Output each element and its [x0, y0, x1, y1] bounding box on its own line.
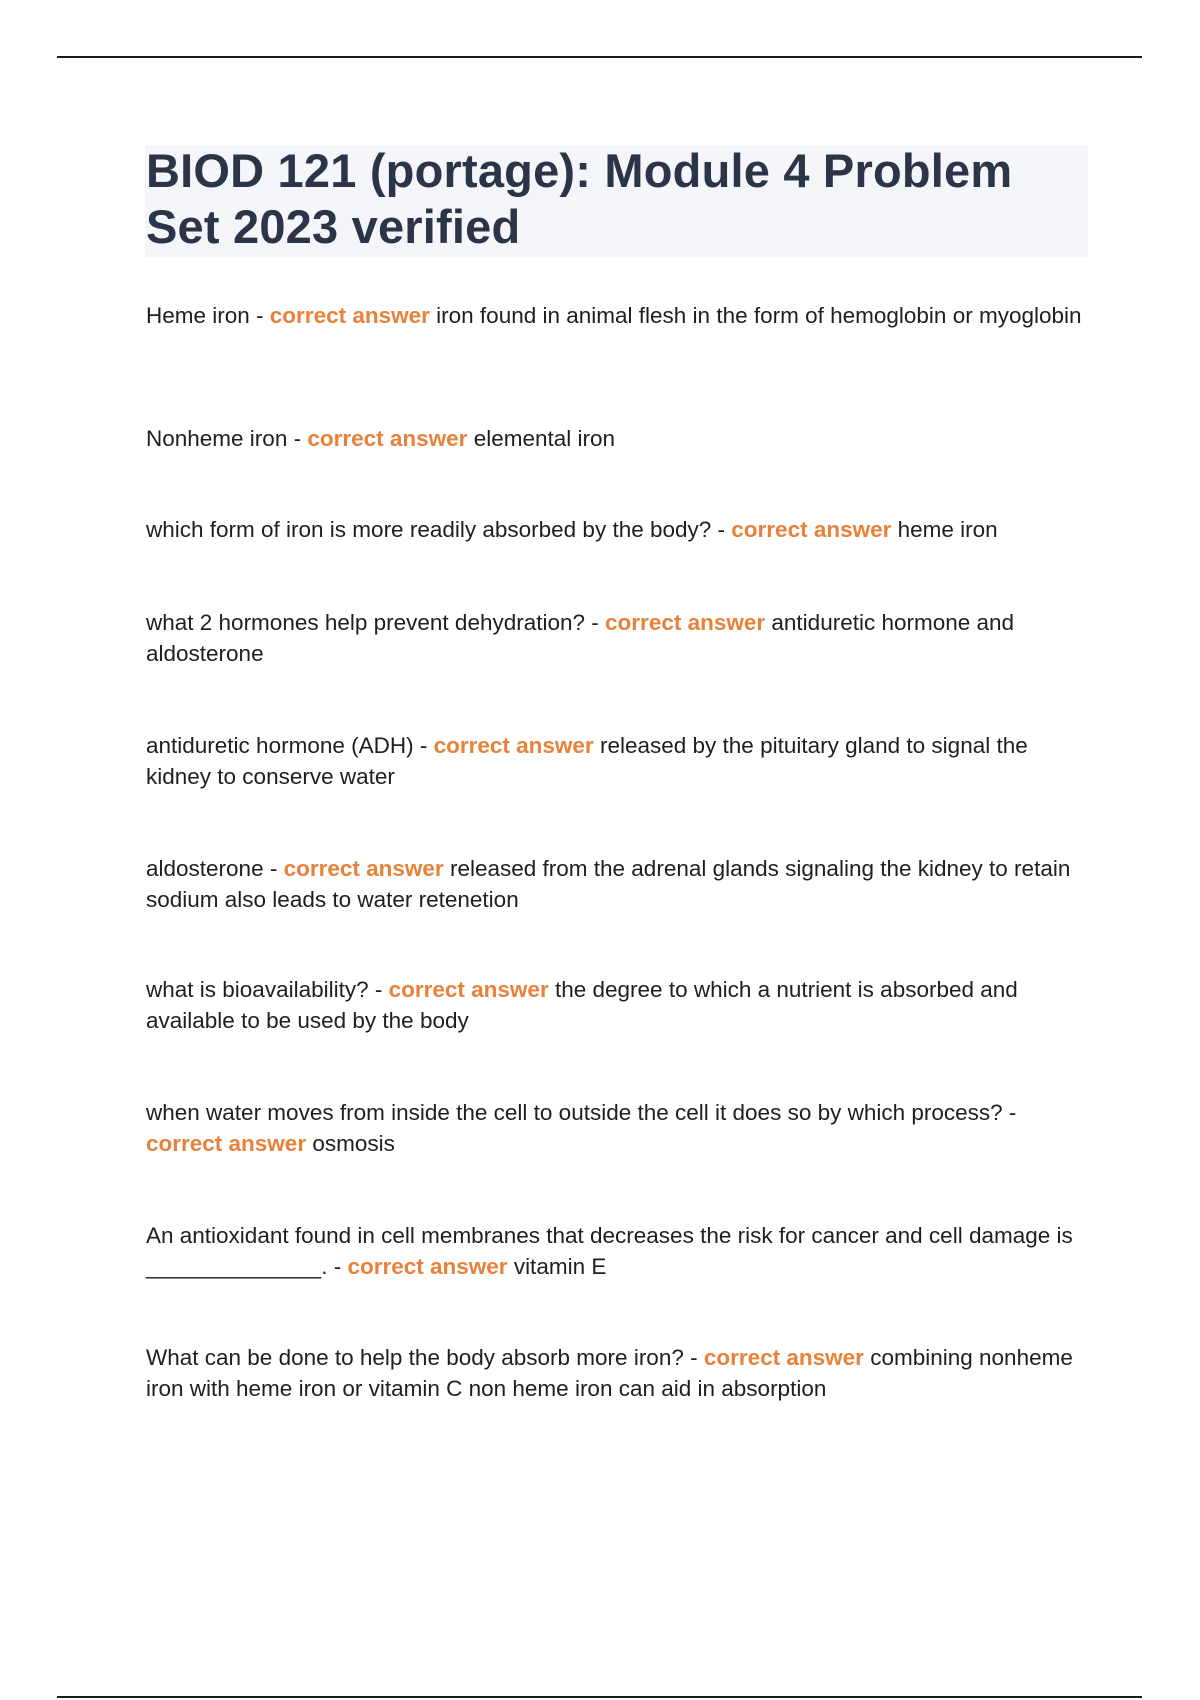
document-title: BIOD 121 (portage): Module 4 Problem Set 2023 verified — [146, 144, 1013, 253]
qa-question: aldosterone — [146, 856, 264, 881]
qa-question: antiduretic hormone (ADH) — [146, 733, 414, 758]
qa-separator: - — [263, 856, 284, 881]
qa-question: Heme iron — [146, 303, 250, 328]
qa-answer: elemental iron — [473, 426, 616, 451]
qa-separator: - — [249, 303, 270, 328]
answer-label: correct answer — [283, 856, 444, 881]
qa-item — [146, 1097, 1086, 1159]
qa-question: which form of iron is more readily absorbed by the body? — [146, 517, 712, 542]
qa-question: An antioxidant found in cell membranes that decreases the risk for cancer and cell damage is ______________. — [146, 1223, 1073, 1279]
qa-item — [146, 853, 1086, 915]
answer-label: correct answer — [605, 610, 766, 635]
answer-label: correct answer — [388, 977, 549, 1002]
qa-question: when water moves from inside the cell to outside the cell it does so by which process? — [146, 1100, 1003, 1125]
answer-label: correct answer — [703, 1345, 864, 1370]
qa-answer: released from the adrenal glands signaling the kidney to retain sodium also leads to water retenetion — [146, 856, 1071, 912]
qa-item — [146, 607, 1086, 669]
qa-separator: - — [413, 733, 434, 758]
qa-separator: - — [287, 426, 308, 451]
qa-answer: antiduretic hormone and aldosterone — [146, 610, 1015, 666]
qa-question: what 2 hormones help prevent dehydration? — [146, 610, 586, 635]
qa-answer: heme iron — [897, 517, 998, 542]
qa-answer: released by the pituitary gland to signal the kidney to conserve water — [146, 733, 1028, 789]
answer-label: correct answer — [731, 517, 892, 542]
qa-answer: combining nonheme iron with heme iron or vitamin C non heme iron can aid in absorption — [146, 1345, 1073, 1401]
qa-item — [146, 1220, 1086, 1282]
qa-item — [146, 974, 1086, 1036]
qa-question: What can be done to help the body absorb more iron? — [146, 1345, 684, 1370]
qa-answer: vitamin E — [513, 1254, 607, 1279]
qa-item — [146, 514, 1086, 545]
bottom-divider — [57, 1696, 1142, 1698]
top-divider — [57, 56, 1142, 58]
qa-question: Nonheme iron — [146, 426, 288, 451]
qa-item — [146, 730, 1086, 792]
qa-answer: osmosis — [312, 1131, 395, 1156]
answer-label: correct answer — [146, 1131, 307, 1156]
answer-label: correct answer — [269, 303, 430, 328]
qa-item — [146, 300, 1086, 331]
qa-separator: - — [683, 1345, 704, 1370]
qa-item — [146, 423, 1086, 454]
qa-answer: iron found in animal flesh in the form of hemoglobin or myoglobin — [436, 303, 1082, 328]
qa-separator: - — [585, 610, 606, 635]
qa-separator: - — [368, 977, 389, 1002]
answer-label: correct answer — [433, 733, 594, 758]
qa-item — [146, 1342, 1086, 1404]
qa-question: what is bioavailability? — [146, 977, 369, 1002]
answer-label: correct answer — [307, 426, 468, 451]
qa-separator: - — [327, 1254, 348, 1279]
qa-separator: - — [711, 517, 732, 542]
qa-answer: the degree to which a nutrient is absorbed and available to be used by the body — [146, 977, 1018, 1033]
qa-separator: - — [1002, 1100, 1017, 1125]
answer-label: correct answer — [347, 1254, 508, 1279]
